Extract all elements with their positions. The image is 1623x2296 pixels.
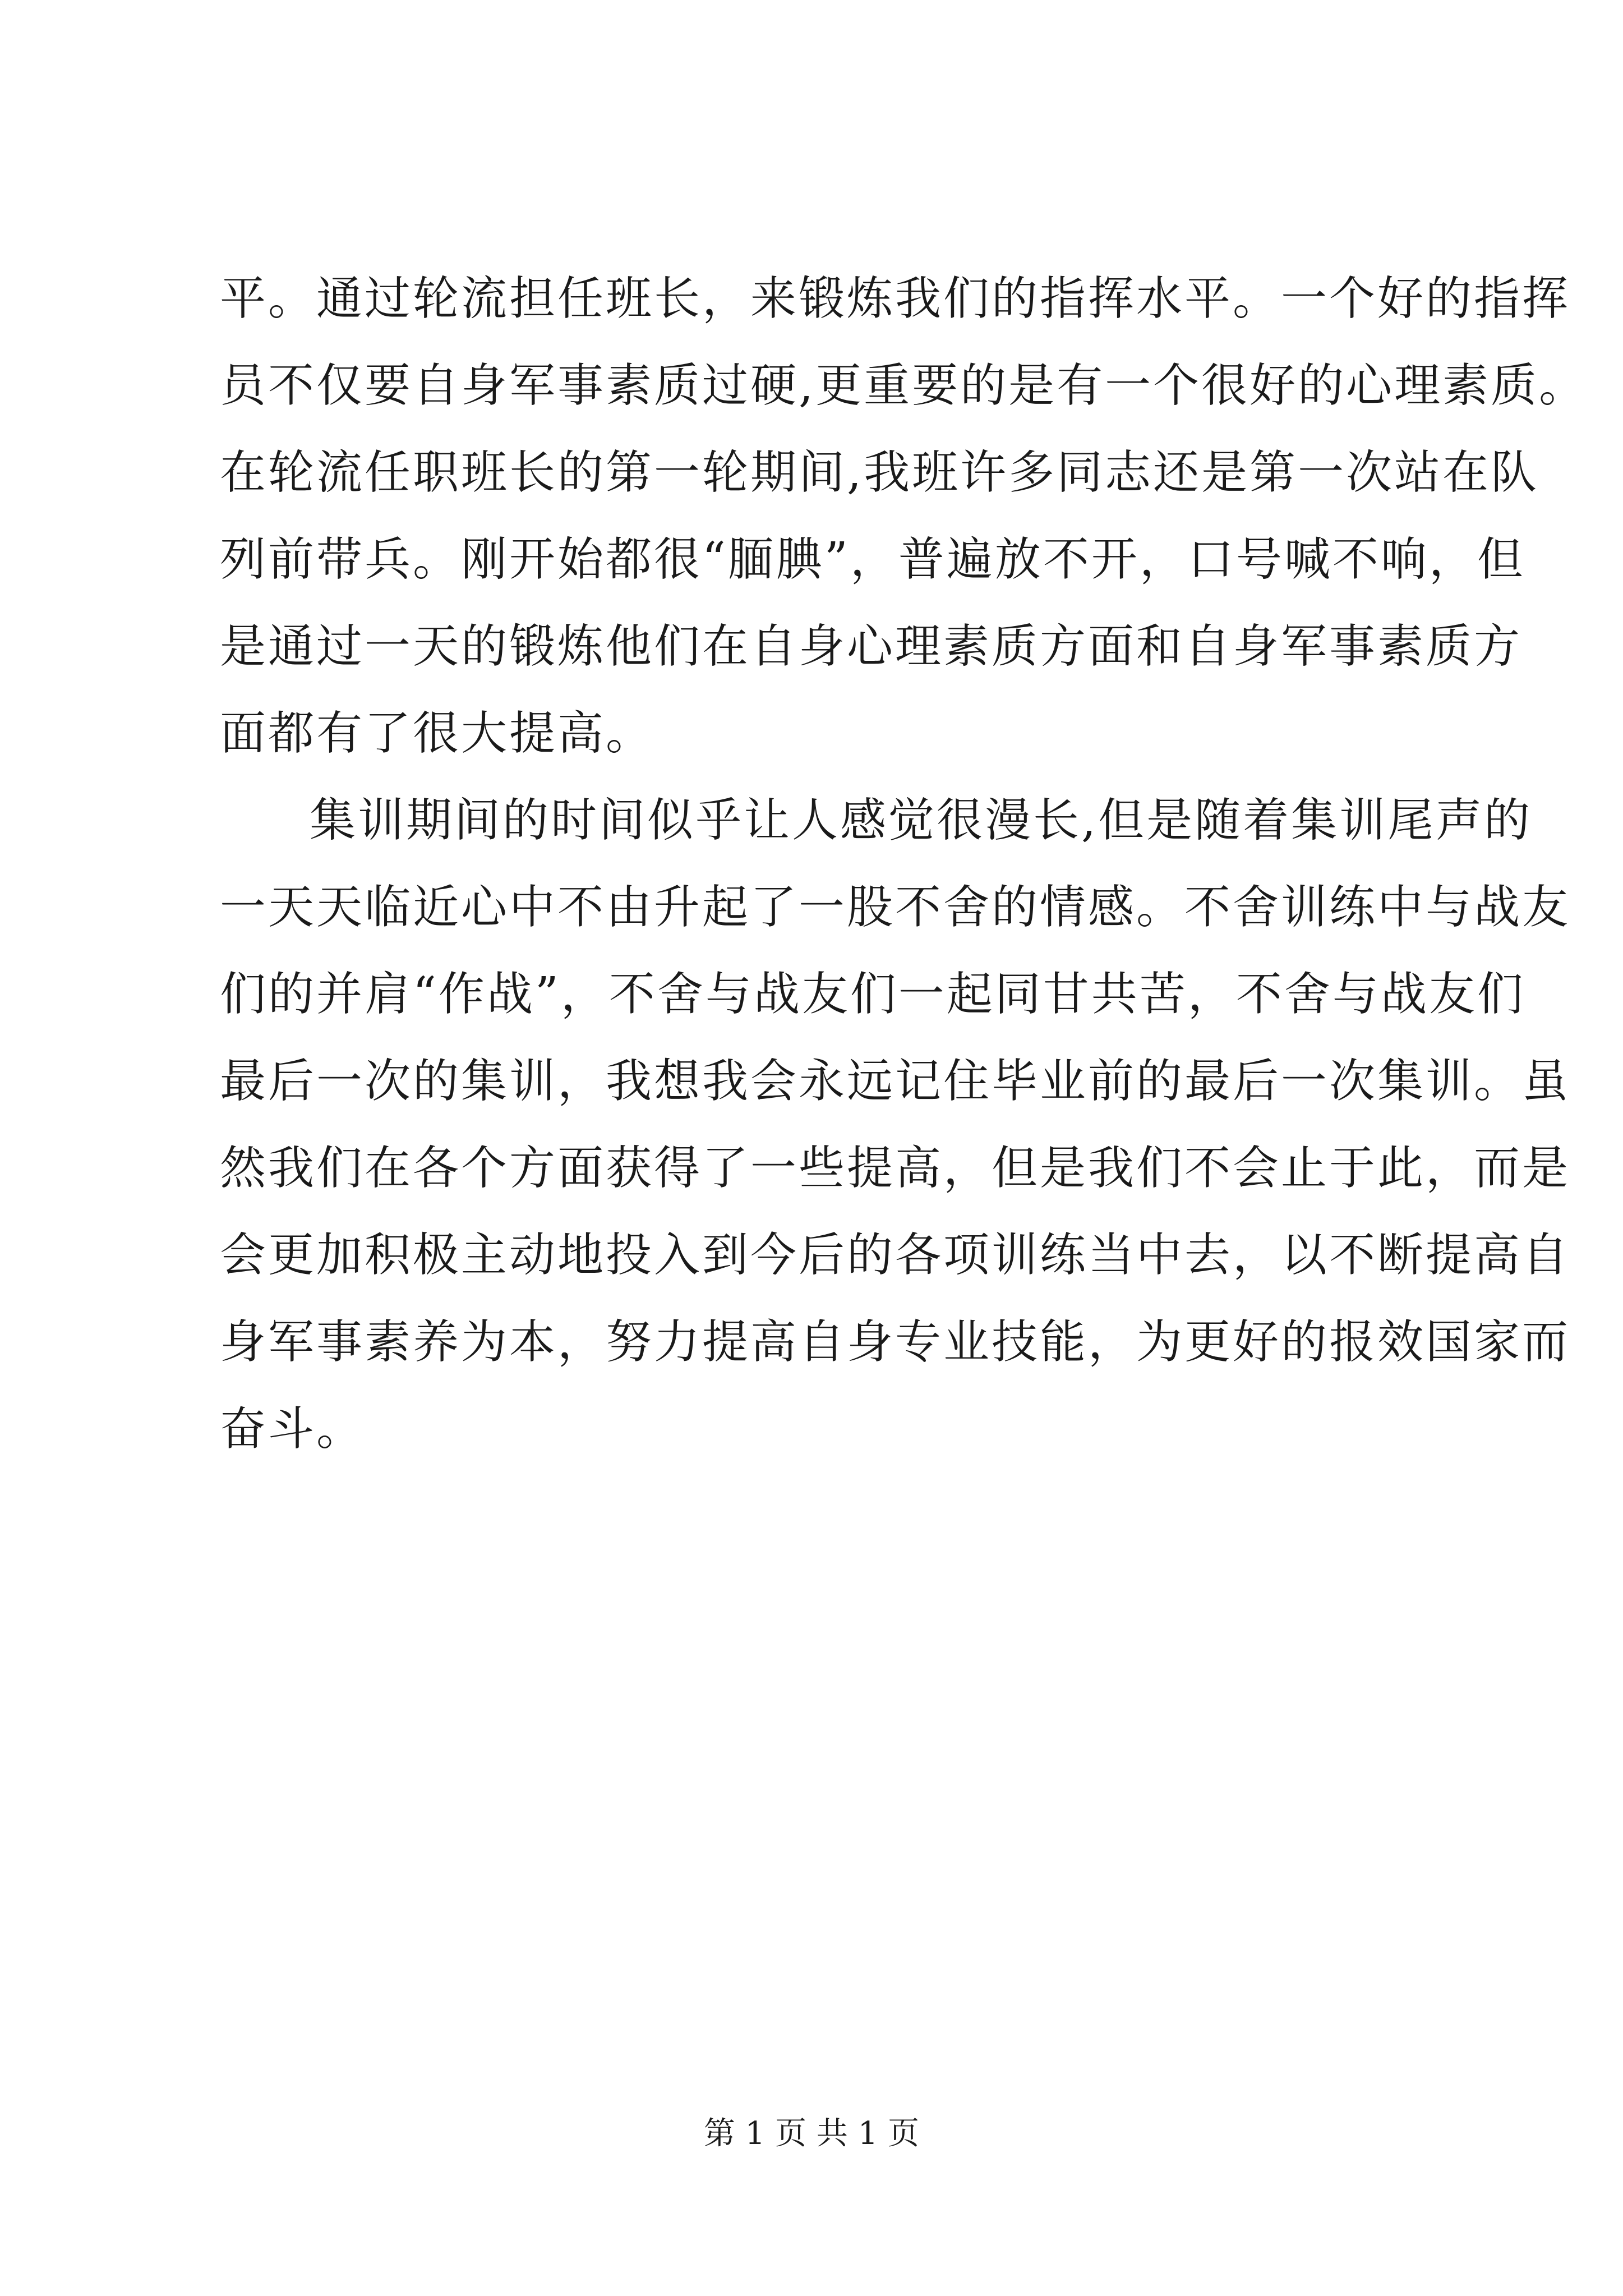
text-line: 列前带兵。刚开始都很“腼腆”，普遍放不开，口号喊不响，但: [220, 533, 1525, 586]
text-line: 在轮流任职班长的第一轮期间,我班许多同志还是第一次站在队: [220, 446, 1539, 499]
text-line: 会更加积极主动地投入到今后的各项训练当中去，以不断提高自: [220, 1228, 1571, 1282]
text-line: 员不仅要自身军事素质过硬,更重要的是有一个很好的心理素质。: [220, 359, 1588, 412]
text-line: 们的并肩“作战”，不舍与战友们一起同甘共苦，不舍与战友们: [220, 968, 1525, 1021]
text-line: 面都有了很大提高。: [220, 707, 654, 760]
text-line: 奋斗。: [220, 1402, 365, 1456]
page-number-footer: 第 1 页 共 1 页: [703, 2115, 920, 2152]
text-line: 平。通过轮流担任班长，来锻炼我们的指挥水平。一个好的指挥: [220, 272, 1571, 325]
text-line: 身军事素养为本，努力提高自身专业技能，为更好的报效国家而: [220, 1315, 1571, 1369]
text-line: 一天天临近心中不由升起了一股不舍的情感。不舍训练中与战友: [220, 881, 1571, 934]
text-line: 然我们在各个方面获得了一些提高，但是我们不会止于此，而是: [220, 1142, 1571, 1195]
text-line: 是通过一天的锻炼他们在自身心理素质方面和自身军事素质方: [220, 620, 1523, 673]
paragraph-first-line: 集训期间的时间似乎让人感觉很漫长,但是随着集训尾声的: [310, 794, 1533, 847]
text-line: 最后一次的集训，我想我会永远记住毕业前的最后一次集训。虽: [220, 1055, 1571, 1108]
